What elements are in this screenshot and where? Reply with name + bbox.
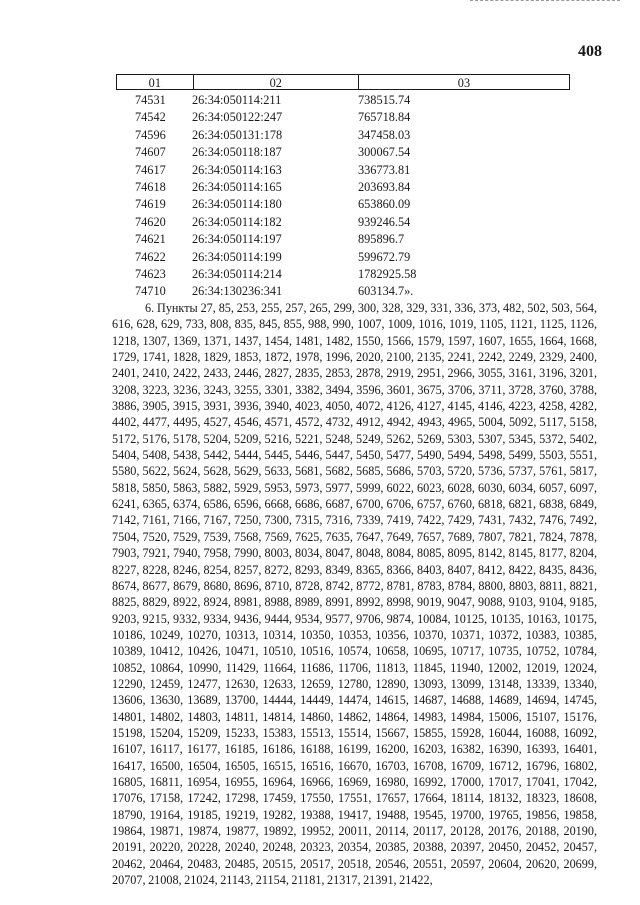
value-cell: 300067.54 <box>358 145 411 160</box>
value-cell: 336773.81 <box>358 162 411 177</box>
table-header-row <box>116 74 570 90</box>
data-table <box>116 74 570 301</box>
value-cell: 765718.84 <box>358 110 411 125</box>
value-cell: 599672.79 <box>358 249 411 264</box>
cadastral-number-cell: 26:34:050114:211 <box>192 93 282 107</box>
table-row <box>116 283 570 300</box>
cadastral-number-cell: 26:34:050114:199 <box>192 249 282 264</box>
cadastral-number-cell: 26:34:050122:247 <box>192 110 283 125</box>
row-id-cell: 74620 <box>135 214 166 229</box>
value-cell: 653860.09 <box>358 197 411 212</box>
cadastral-number-cell: 26:34:050114:214 <box>192 266 282 281</box>
table-row <box>116 144 570 161</box>
table-header-col-02: 02 <box>193 75 358 89</box>
page-number: 408 <box>578 43 602 60</box>
value-cell: 738515.74 <box>358 93 411 107</box>
row-id-cell: 74618 <box>135 179 166 194</box>
cadastral-number-cell: 26:34:130236:341 <box>192 284 283 299</box>
value-cell: 603134.7». <box>358 284 414 299</box>
cadastral-number-cell: 26:34:050118:187 <box>192 145 282 160</box>
row-id-cell: 74596 <box>135 127 166 142</box>
table-row <box>116 266 570 283</box>
cadastral-number-cell: 26:34:050114:180 <box>192 197 282 212</box>
row-id-cell: 74622 <box>135 249 166 264</box>
table-header-col-03: 03 <box>358 75 569 89</box>
value-cell: 347458.03 <box>358 127 411 142</box>
item-6-paragraph: 6. Пункты 27, 85, 253, 255, 257, 265, 299, 300, 328, 329, 331, 336, 373, 482, 502, 503, 564, 616, 628, 629, 733, 808, 835, 845, 855, 988, 990, 1007, 1009, 1016, 1019, 1105, 1121, 1125, 1126, 1218, 1307, 1369, 1371, 1437, 1454, 1481, 1482, 1550, 1566, 1579, 1597, 1607, 1655, 1664, 1668, 1729, 1741, 1828, 1829, 1853, 1872, 1978, 1996, 2020, 2100, 2135, 2241, 2242, 2249, 2329, 2400, 2401, 2410, 2422, 2433, 2446, 2827, 2835, 2853, 2878, 2919, 2951, 2966, 3055, 3161, 3196, 3201, 3208, 3223, 3236, 3243, 3255, 3301, 3382, 3494, 3596, 3601, 3675, 3706, 3711, 3728, 3760, 3788, 3886, 3905, 3915, 3931, 3936, 3940, 4023, 4050, 4072, 4126, 4127, 4145, 4146, 4223, 4258, 4282, 4402, 4477, 4495, 4527, 4546, 4571, 4572, 4732, 4912, 4942, 4943, 4965, 5004, 5092, 5117, 5158, 5172, 5176, 5178, 5204, 5209, 5216, 5221, 5248, 5249, 5262, 5269, 5303, 5307, 5345, 5372, 5402, 5404, 5408, 5438, 5442, 5444, 5445, 5446, 5447, 5450, 5477, 5490, 5494, 5498, 5499, 5503, 5551, 5580, 5622, 5624, 5628, 5629, 5633, 5681, 5682, 5685, 5686, 5703, 5720, 5736, 5737, 5761, 5817, 5818, 5850, 5863, 5882, 5929, 5953, 5973, 5977, 5999, 6022, 6023, 6028, 6030, 6034, 6057, 6097, 6241, 6365, 6374, 6586, 6596, 6668, 6686, 6687, 6700, 6706, 6757, 6760, 6818, 6821, 6838, 6849, 7142, 7161, 7166, 7167, 7250, 7300, 7315, 7316, 7339, 7419, 7422, 7429, 7431, 7432, 7476, 7492, 7504, 7520, 7529, 7539, 7568, 7569, 7625, 7635, 7647, 7649, 7657, 7689, 7807, 7821, 7824, 7878, 7903, 7921, 7940, 7958, 7990, 8003, 8034, 8047, 8048, 8084, 8085, 8095, 8142, 8145, 8177, 8204, 8227, 8228, 8246, 8254, 8257, 8272, 8293, 8349, 8365, 8366, 8403, 8407, 8412, 8422, 8435, 8436, 8674, 8677, 8679, 8680, 8696, 8710, 8728, 8742, 8772, 8781, 8783, 8784, 8800, 8803, 8811, 8821, 8825, 8829, 8922, 8924, 8981, 8988, 8989, 8991, 8992, 8998, 9019, 9047, 9088, 9103, 9104, 9185, 9203, 9215, 9332, 9334, 9436, 9444, 9534, 9577, 9706, 9874, 10084, 10125, 10135, 10163, 10175, 10186, 10249, 10270, 10313, 10314, 10350, 10353, 10356, 10370, 10371, 10372, 10383, 10385, 10389, 10412, 10426, 10471, 10510, 10516, 10574, 10658, 10695, 10717, 10735, 10752, 10784, 10852, 10864, 10990, 11429, 11664, 11686, 11706, 11813, 11845, 11940, 12002, 12019, 12024, 12290, 12459, 12477, 12630, 12633, 12659, 12780, 12890, 13093, 13099, 13148, 13339, 13340, 13606, 13630, 13689, 13700, 14444, 14449, 14474, 14615, 14687, 14688, 14689, 14694, 14745, 14801, 14802, 14803, 14811, 14814, 14860, 14862, 14864, 14983, 14984, 15006, 15107, 15176, 15198, 15204, 15209, 15233, 15383, 15513, 15514, 15667, 15855, 15928, 16044, 16088, 16092, 16107, 16117, 16177, 16185, 16186, 16188, 16199, 16200, 16203, 16382, 16390, 16393, 16401, 16417, 16500, 16504, 16505, 16515, 16516, 16670, 16703, 16708, 16709, 16712, 16796, 16802, 16805, 16811, 16954, 16955, 16964, 16966, 16969, 16980, 16992, 17000, 17017, 17041, 17042, 17076, 17158, 17242, 17298, 17459, 17550, 17551, 17657, 17664, 18114, 18132, 18323, 18608, 18790, 19164, 19185, 19219, 19282, 19388, 19417, 19488, 19545, 19700, 19765, 19856, 19858, 19864, 19871, 19874, 19877, 19892, 19952, 20011, 20114, 20117, 20128, 20176, 20188, 20190, 20191, 20220, 20228, 20240, 20248, 20323, 20354, 20385, 20388, 20397, 20450, 20452, 20457, 20462, 20464, 20483, 20485, 20515, 20517, 20518, 20546, 20551, 20597, 20604, 20620, 20699, 20707, 21008, 21024, 21143, 21154, 21181, 21317, 21391, 21422, <box>112 301 597 888</box>
row-id-cell: 74619 <box>135 197 166 212</box>
value-cell: 203693.84 <box>358 179 411 194</box>
table-row <box>116 249 570 266</box>
cadastral-number-cell: 26:34:050131:178 <box>192 127 283 142</box>
row-id-cell: 74710 <box>135 284 166 299</box>
row-id-cell: 74542 <box>135 110 166 125</box>
table-row <box>116 196 570 213</box>
value-cell: 939246.54 <box>358 214 411 229</box>
row-id-cell: 74531 <box>135 93 166 107</box>
table-row <box>116 179 570 196</box>
row-id-cell: 74617 <box>135 162 166 177</box>
table-row <box>116 127 570 144</box>
row-id-cell: 74623 <box>135 266 166 281</box>
cadastral-number-cell: 26:34:050114:197 <box>192 232 282 247</box>
table-row <box>116 214 570 231</box>
cadastral-number-cell: 26:34:050114:182 <box>192 214 282 229</box>
table-row <box>116 162 570 179</box>
table-row <box>116 92 570 109</box>
cadastral-number-cell: 26:34:050114:165 <box>192 179 282 194</box>
top-edge-rule <box>470 0 620 1</box>
cadastral-number-cell: 26:34:050114:163 <box>192 162 282 177</box>
table-row <box>116 109 570 126</box>
row-id-cell: 74621 <box>135 232 166 247</box>
table-body <box>116 92 570 301</box>
table-row <box>116 231 570 248</box>
row-id-cell: 74607 <box>135 145 166 160</box>
table-header-col-01: 01 <box>148 76 161 90</box>
value-cell: 895896.7 <box>358 232 405 247</box>
value-cell: 1782925.58 <box>358 266 417 281</box>
